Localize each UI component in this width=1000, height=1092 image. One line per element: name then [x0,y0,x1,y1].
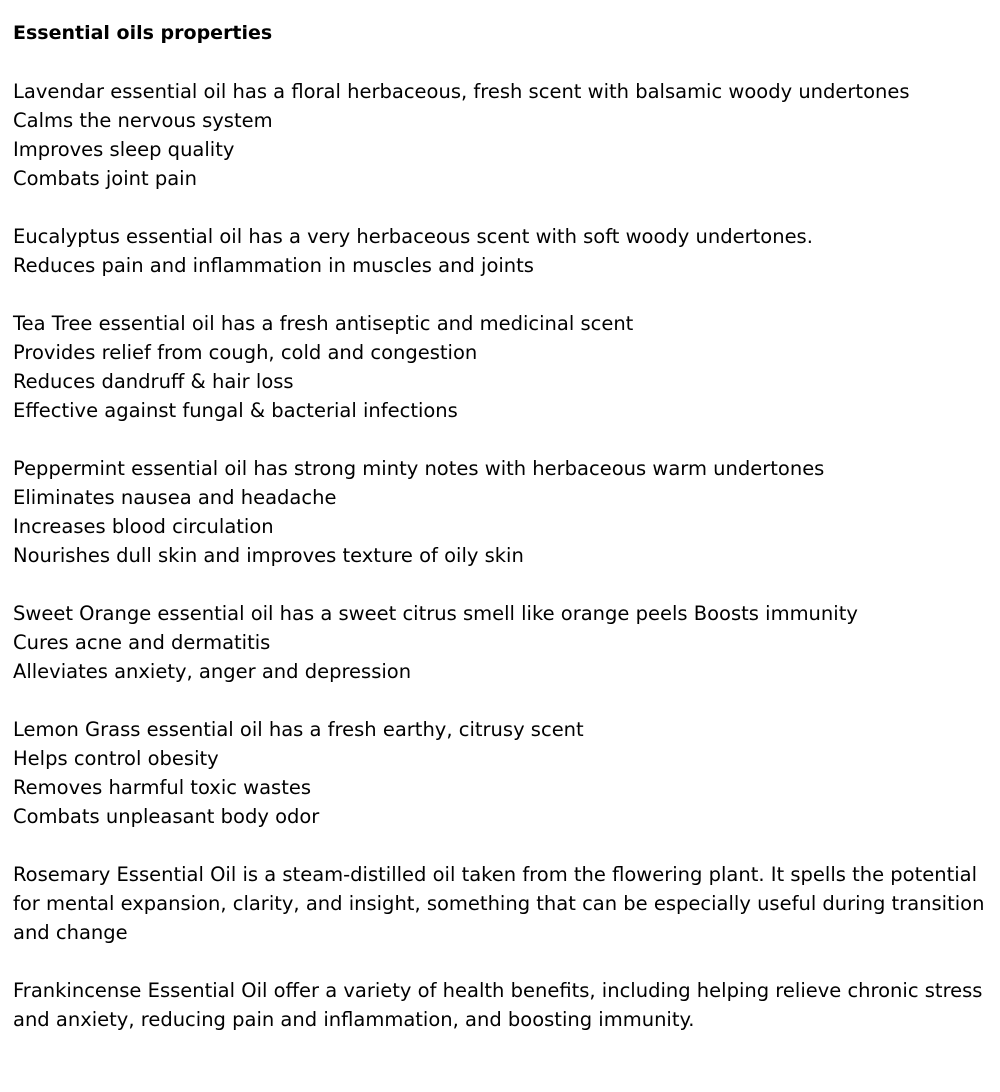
rosemary-paragraph: Rosemary Essential Oil is a steam-distilled oil taken from the flowering plant. It spells the potential for mental expansion, clarity, and insight, something that can be especially useful during transition and change [13,863,985,944]
lemon-grass-benefit: Combats unpleasant body odor [13,805,320,828]
tea-tree-description: Tea Tree essential oil has a fresh antiseptic and medicinal scent [13,312,634,335]
lavender-benefit: Calms the nervous system [13,109,273,132]
section-peppermint [13,454,993,570]
eucalyptus-description: Eucalyptus essential oil has a very herbaceous scent with soft woody undertones. [13,225,813,248]
frankincense-paragraph: Frankincense Essential Oil offer a variety of health benefits, including helping relieve chronic stress and anxiety, reducing pain and inflammation, and boosting immunity. [13,979,983,1031]
lemon-grass-benefit: Helps control obesity [13,747,219,770]
lemon-grass-benefit: Removes harmful toxic wastes [13,776,312,799]
document-title: Essential oils properties [13,22,273,44]
sweet-orange-benefit: Alleviates anxiety, anger and depression [13,660,412,683]
section-tea-tree [13,309,993,425]
tea-tree-benefit: Provides relief from cough, cold and congestion [13,341,478,364]
section-frankincense [13,976,993,1034]
section-rosemary [13,860,993,947]
document-body [13,19,993,1034]
peppermint-description: Peppermint essential oil has strong minty notes with herbaceous warm undertones [13,457,825,480]
lavender-benefit: Combats joint pain [13,167,197,190]
section-eucalyptus [13,222,993,280]
peppermint-benefit: Increases blood circulation [13,515,274,538]
sweet-orange-benefit: Cures acne and dermatitis [13,631,271,654]
tea-tree-benefit: Effective against fungal & bacterial infections [13,399,458,422]
lavender-benefit: Improves sleep quality [13,138,235,161]
sweet-orange-description: Sweet Orange essential oil has a sweet citrus smell like orange peels Boosts immunity [13,602,858,625]
eucalyptus-benefit: Reduces pain and inflammation in muscles and joints [13,254,534,277]
peppermint-benefit: Eliminates nausea and headache [13,486,337,509]
section-lavender [13,77,993,193]
tea-tree-benefit: Reduces dandruff & hair loss [13,370,294,393]
section-lemon-grass [13,715,993,831]
peppermint-benefit: Nourishes dull skin and improves texture of oily skin [13,544,524,567]
lemon-grass-description: Lemon Grass essential oil has a fresh earthy, citrusy scent [13,718,584,741]
section-sweet-orange [13,599,993,686]
lavender-description: Lavendar essential oil has a floral herbaceous, fresh scent with balsamic woody undertones [13,80,910,103]
